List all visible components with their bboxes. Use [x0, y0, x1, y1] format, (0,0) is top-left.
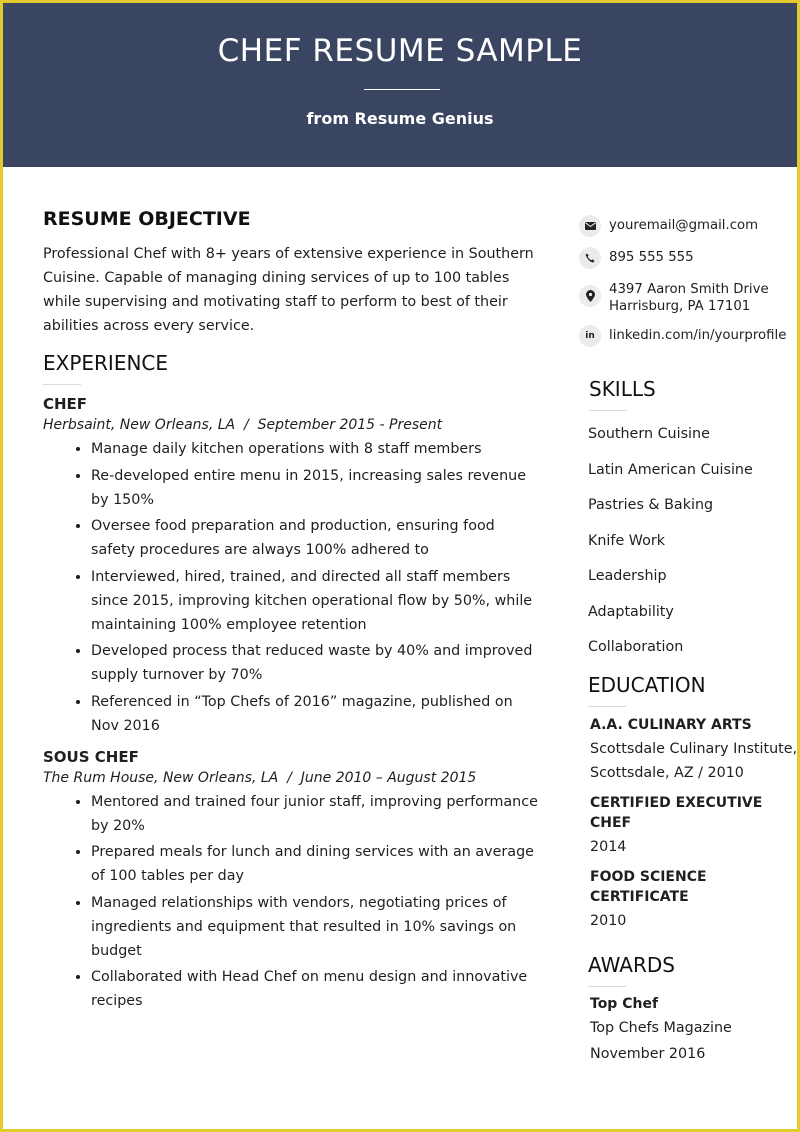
phone-icon	[579, 247, 601, 269]
education-detail: Scottsdale, AZ / 2010	[590, 764, 744, 781]
page-title: CHEF RESUME SAMPLE	[217, 33, 583, 69]
education-name: FOOD SCIENCE CERTIFICATE	[590, 868, 707, 905]
address-text	[609, 279, 769, 315]
contact-email	[579, 215, 799, 237]
award-entry	[579, 994, 799, 1066]
award-org: Top Chefs Magazine	[590, 1019, 732, 1036]
education-detail: Scottsdale Culinary Institute,	[590, 740, 798, 757]
experience-divider	[43, 384, 81, 385]
linkedin-icon: in	[579, 325, 601, 347]
award-name: Top Chef	[590, 995, 659, 1012]
awards-divider	[588, 986, 626, 987]
main-column	[43, 208, 543, 1016]
job-meta: Herbsaint, New Orleans, LA / September 2015 - Present	[43, 417, 443, 433]
address-line-2: Harrisburg, PA 17101	[609, 299, 751, 314]
job-title: SOUS CHEF	[43, 747, 139, 766]
award-date: November 2016	[590, 1045, 706, 1062]
list-item: Knife Work	[588, 532, 665, 549]
list-item: • Collaborated with Head Chef on menu design and innovative recipes	[91, 965, 543, 1013]
job-title: CHEF	[43, 395, 88, 413]
title-divider	[364, 89, 440, 90]
contact-address	[579, 279, 799, 315]
job-bullets	[43, 790, 543, 1014]
list-item: Adaptability	[588, 603, 674, 620]
list-item: • Managed relationships with vendors, negotiating prices of ingredients and equipment that resulted in 10% savings on budget	[91, 891, 543, 963]
list-item: Leadership	[588, 568, 667, 584]
job-entry	[43, 748, 543, 1014]
job-bullets	[43, 437, 543, 738]
job-entry	[43, 395, 543, 738]
list-item: Pastries & Baking	[588, 497, 714, 513]
list-item: • Developed process that reduced waste by 40% and improved supply turnover by 70%	[91, 639, 543, 687]
objective-heading: RESUME OBJECTIVE	[43, 208, 251, 230]
job-meta: The Rum House, New Orleans, LA / June 2010 – August 2015	[43, 769, 477, 786]
email-text[interactable]: youremail@gmail.com	[609, 218, 759, 233]
list-item: • Referenced in “Top Chefs of 2016” magazine, published on Nov 2016	[91, 690, 543, 738]
education-name: A.A. CULINARY ARTS	[590, 716, 752, 733]
contact-phone	[579, 247, 799, 269]
phone-text: 895 555 555	[609, 250, 694, 265]
education-detail: 2014	[590, 838, 627, 855]
contact-linkedin	[579, 325, 799, 347]
list-item: • Mentored and trained four junior staff, improving performance by 20%	[91, 790, 543, 838]
education-list	[579, 715, 799, 933]
list-item	[579, 793, 799, 859]
experience-heading: EXPERIENCE	[43, 351, 169, 375]
list-item	[579, 715, 799, 785]
education-heading: EDUCATION	[588, 672, 706, 697]
list-item: • Prepared meals for lunch and dining services with an average of 100 tables per day	[91, 840, 543, 888]
skills-list	[579, 424, 799, 657]
address-line-1: 4397 Aaron Smith Drive	[609, 282, 769, 297]
list-item: Southern Cuisine	[588, 426, 710, 442]
skills-heading: SKILLS	[589, 377, 656, 401]
header-banner	[3, 3, 797, 167]
list-item: • Manage daily kitchen operations with 8 staff members	[91, 437, 543, 461]
education-name: CERTIFIED EXECUTIVE CHEF	[590, 794, 763, 831]
list-item: • Re-developed entire menu in 2015, increasing sales revenue by 150%	[91, 464, 543, 512]
education-detail: 2010	[590, 912, 627, 929]
objective-text: Professional Chef with 8+ years of extensive experience in Southern Cuisine. Capable of managing dining services of up to 100 tables while supervising and motivating staff to perform to best of their abilities across every service.	[43, 246, 534, 334]
list-item: Latin American Cuisine	[588, 461, 753, 478]
map-pin-icon	[579, 285, 601, 307]
sidebar-column	[579, 215, 799, 1066]
list-item: • Interviewed, hired, trained, and directed all staff members since 2015, improving kitchen operational flow by 50%, while maintaining 100% employee retention	[91, 565, 543, 637]
linkedin-text[interactable]: linkedin.com/in/yourprofile	[609, 328, 787, 343]
skills-divider	[589, 410, 627, 411]
page-subtitle: from Resume Genius	[306, 109, 494, 128]
envelope-icon	[579, 215, 601, 237]
list-item: Collaboration	[588, 639, 684, 655]
education-divider	[588, 706, 626, 707]
list-item: • Oversee food preparation and production, ensuring food safety procedures are always 100% adhered to	[91, 514, 543, 562]
awards-heading: AWARDS	[588, 952, 675, 977]
list-item	[579, 867, 799, 933]
